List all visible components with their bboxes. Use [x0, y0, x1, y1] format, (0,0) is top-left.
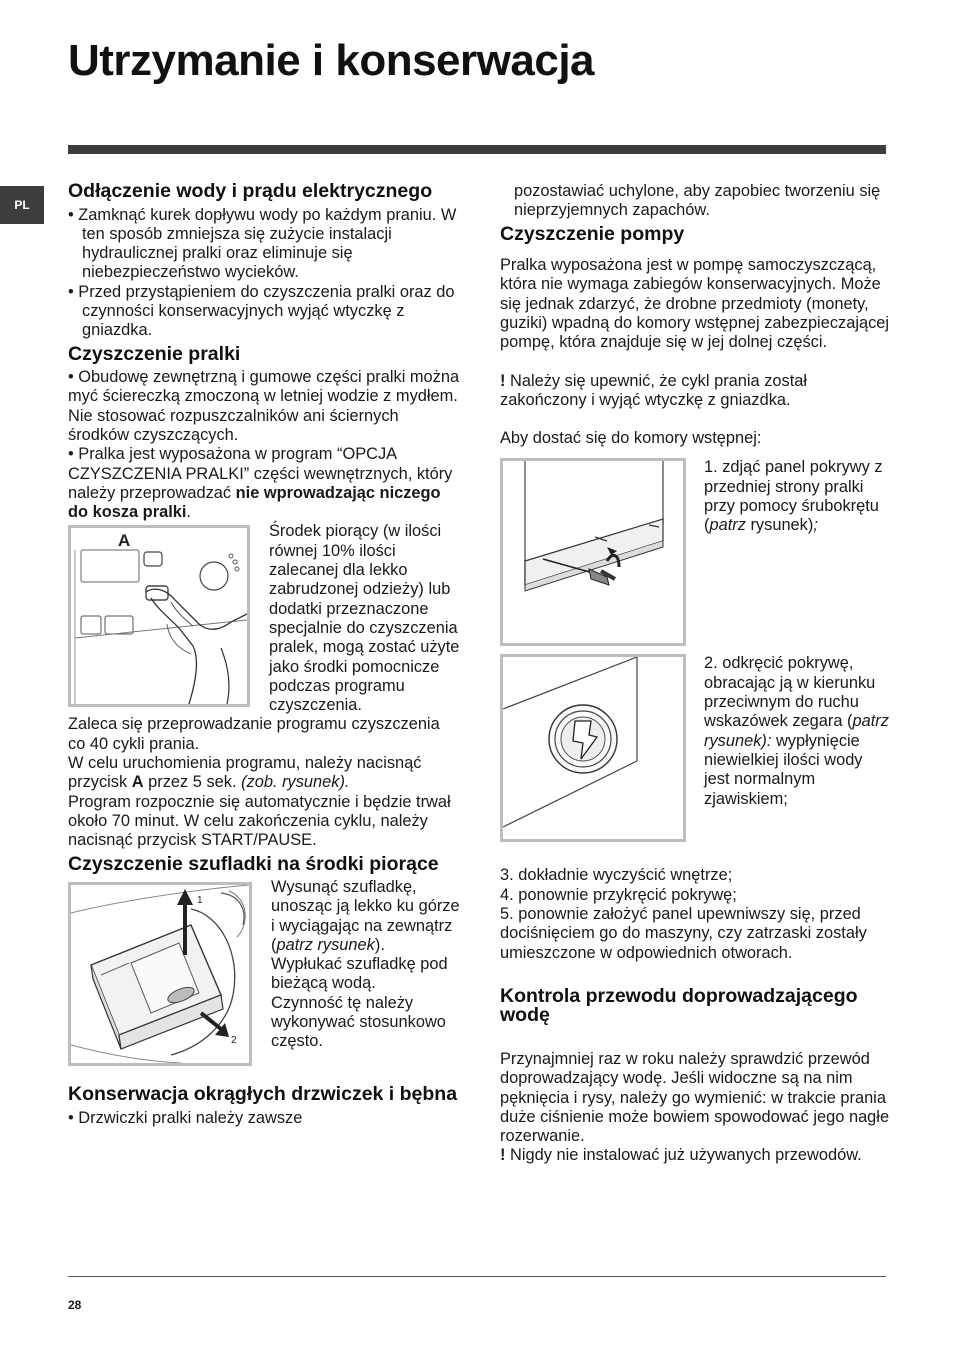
pump-warning: ! Należy się upewnić, że cykl prania został zakończony i wyjąć wtyczkę z gniazdka.: [500, 371, 808, 409]
drawer-rinse-instruction: Wypłukać szufladkę pod bieżącą wodą.: [271, 955, 448, 993]
page-title: Utrzymanie i konserwacja: [68, 36, 595, 85]
hose-description: Przynajmniej raz w roku należy sprawdzić przewód doprowadzający wodę. Jeśli widoczne są na nim pęknięcia i rysy, należy go wymienić: w trakcie prania duże ciśnienie może bowiem spowodować jego nagłe rozerwanie.: [500, 1049, 890, 1146]
panel-removal-illustration: [500, 458, 686, 646]
section-title-hose: Kontrola przewodu doprowadzającego wodę: [500, 984, 858, 1027]
pump-step-2: [500, 654, 890, 842]
detergent-drawer-illustration: [68, 882, 252, 1066]
drawer-step-2-label: 2: [231, 1035, 237, 1046]
drawer-step-1-label: 1: [197, 895, 203, 906]
program-start-instruction: W celu uruchomienia programu, należy nacisnąć przycisk A przez 5 sek. (zob. rysunek).: [68, 754, 422, 792]
button-a-illustration: [68, 525, 250, 707]
button-a-label: A: [118, 531, 131, 551]
door-bullet-continuation: pozostawiać uchylone, aby zapobiec tworzeniu się nieprzyjemnych zapachów.: [514, 182, 881, 220]
cleaning-bullet-2: • Pralka jest wyposażona w program “OPCJA CZYSZCZENIA PRALKI” części wewnętrznych, który należy przeprowadzać nie wprowadzając niczego do kosza pralki.: [68, 445, 453, 522]
cleaning-bold-note: nie wprowadzając niczego do kosza pralki: [68, 483, 441, 522]
section-title-disconnect: Odłączenie wody i prądu elektrycznego: [68, 180, 433, 202]
pump-cover-illustration: [500, 654, 686, 842]
drawer-frequency-note: Czynność tę należy wykonywać stosunkowo często.: [271, 993, 446, 1051]
section-title-drawer: Czyszczenie szufladki na środki piorące: [68, 852, 439, 875]
pump-step-5: 5. ponownie założyć panel upewniwszy się, przed dociśnięciem go do maszyny, czy zatrzaski zostały umieszczone w odpowiednich otworach.: [500, 905, 867, 962]
right-column: [500, 182, 890, 1166]
pump-step-1-text: 1. zdjąć panel pokrywy z przedniej strony pralki przy pomocy śrubokrętu (patrz rysunek);: [704, 458, 883, 535]
hose-warning: ! Nigdy nie instalować już używanych przewodów.: [500, 1146, 862, 1165]
pump-step-2-text: 2. odkręcić pokrywę, obracając ją w kierunku przeciwnym do ruchu wskazówek zegara (patrz rysunek): wypłynięcie niewielkiej ilości wody jest normalnym zjawiskiem;: [704, 654, 889, 808]
detergent-note: Środek piorący (w ilości równej 10% ilości zalecanej dla lekko zabrudzonej odzieży) lub dodatki przeznaczone specjalnie do czyszczenia pralek, mogą zostać użyte jako środki pomocnicze podczas programu czyszczenia.: [269, 522, 460, 715]
door-bullet-1: • Drzwiczki pralki należy zawsze: [68, 1108, 303, 1127]
pump-step-4: 4. ponownie przykręcić pokrywę;: [500, 885, 737, 904]
pump-step-1: [500, 458, 890, 646]
bottom-divider: [68, 1276, 886, 1277]
section-title-cleaning: Czyszczenie pralki: [68, 342, 241, 365]
drawer-remove-instruction: Wysunąć szufladkę, unosząc ją lekko ku górze i wyciągając na zewnątrz (patrz rysunek).: [271, 878, 460, 954]
warning-mark-icon: !: [500, 371, 506, 390]
cleaning-frequency: Zaleca się przeprowadzanie programu czyszczenia co 40 cykli prania.: [68, 715, 440, 753]
disconnect-bullet-2: • Przed przystąpieniem do czyszczenia pralki oraz do czynności konserwacyjnych wyjąć wtyczkę z gniazdka.: [68, 282, 455, 340]
pump-description: Pralka wyposażona jest w pompę samoczyszczącą, która nie wymaga zabiegów konserwacyjnych. Może się jednak zdarzyć, że drobne przedmioty (monety, guziki) wpadną do komory wstępnej zabezpieczającej pompę, która znajduje się w jej dolnej części.: [500, 256, 890, 352]
warning-mark-icon: !: [500, 1146, 506, 1165]
cleaning-bullet-1: • Obudowę zewnętrzną i gumowe części pralki można myć ściereczką zmoczoną w letniej wodzie z mydłem. Nie stosować rozpuszczalników ani ściernych środków czyszczących.: [68, 368, 460, 444]
program-auto-note: Program rozpocznie się automatycznie i będzie trwał około 70 minut. W celu zakończenia cyklu, należy nacisnąć przycisk START/PAUSE.: [68, 792, 451, 850]
language-tab: PL: [0, 186, 44, 224]
left-column: [68, 182, 460, 1128]
pump-step-3: 3. dokładnie wyczyścić wnętrze;: [500, 866, 733, 885]
section-title-door-drum: Konserwacja okrągłych drzwiczek i bębna: [68, 1083, 458, 1105]
section-title-pump: Czyszczenie pompy: [500, 222, 685, 245]
disconnect-bullet-1: • Zamknąć kurek dopływu wody po każdym praniu. W ten sposób zmniejsza się zużycie instalacji hydraulicznej pralki oraz eliminuje się niebezpieczeństwo wycieków.: [68, 205, 457, 282]
top-divider: [68, 145, 886, 154]
page-number: 28: [68, 1298, 82, 1312]
pump-access-intro: Aby dostać się do komory wstępnej:: [500, 429, 762, 448]
